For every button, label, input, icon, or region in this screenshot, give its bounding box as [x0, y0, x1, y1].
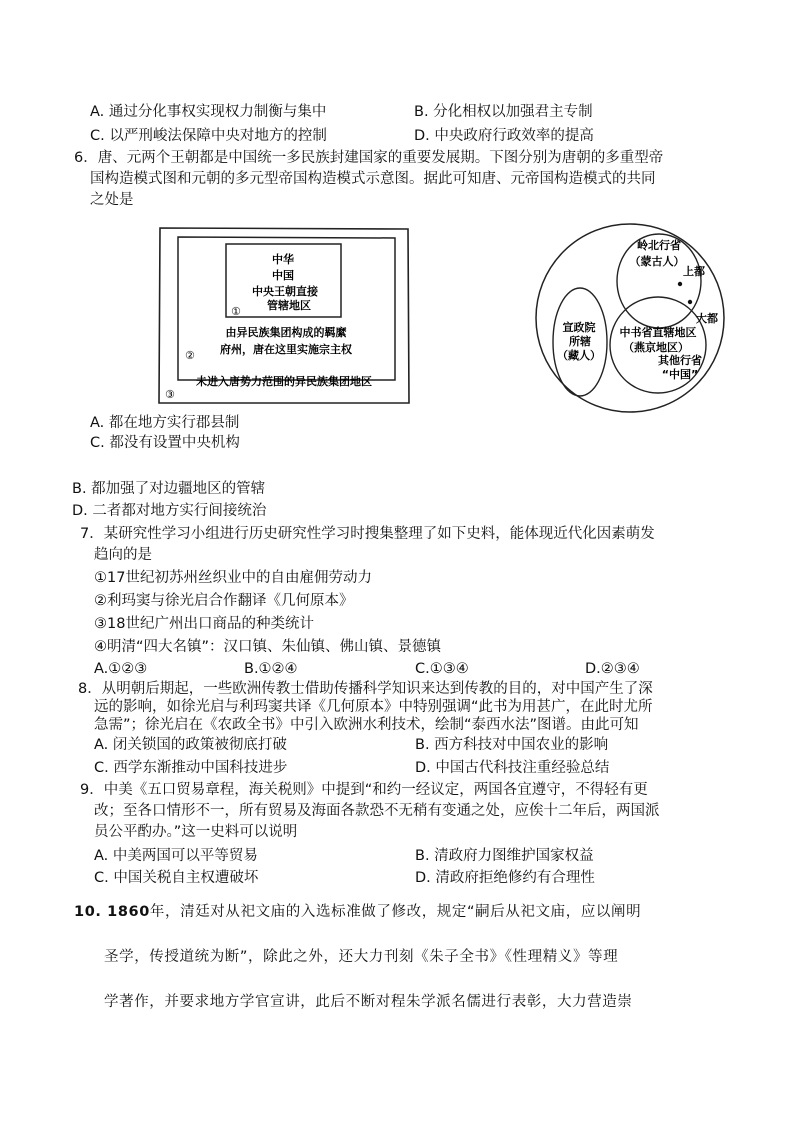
q10-stem-line2: 圣学，传授道统为断”，除此之外，还大力刊刻《朱子全书》《性理精义》等理 — [104, 949, 619, 965]
q10-stem-line3: 学著作，并要求地方学官宣讲，此后不断对程朱学派名儒进行表彰，大力营造崇 — [104, 994, 633, 1010]
q10-number: 10. 1860 — [74, 904, 150, 920]
q5-option-b: B. 分化相权以加强君主专制 — [414, 104, 593, 120]
q5-option-c: C. 以严刑峻法保障中央对地方的控制 — [90, 128, 327, 144]
yuan-other-line1: 其他行省 — [658, 354, 702, 367]
q7-option-a: A.①②③ — [94, 661, 148, 677]
q8-option-c: C. 西学东渐推动中国科技进步 — [94, 760, 288, 776]
q7-option-d: D.②③④ — [585, 661, 640, 677]
tang-inner-line4: 管辖地区 — [267, 299, 311, 312]
tang-outer-label: 未进入唐势力范围的异民族集团地区 — [196, 375, 372, 388]
q6-option-a: A. 都在地方实行郡县制 — [90, 415, 240, 431]
q8-stem-line1: 8．从明朝后期起，一些欧洲传教士借助传播科学知识来达到传教的目的，对中国产生了深 — [78, 681, 653, 697]
q10-line1-text: 年，清廷对从祀文庙的入选标准做了修改，规定“嗣后从祀文庙，应以阐明 — [149, 904, 642, 920]
q7-stem-line1: 7．某研究性学习小组进行历史研究性学习时搜集整理了如下史料，能体现近代化因素萌发 — [80, 526, 655, 542]
q9-stem-line3: 员公平酌办。”这一史料可以说明 — [94, 824, 298, 840]
q8-stem-line2: 远的影响，如徐光启与利玛窦共译《几何原本》中特别强调“此书为用甚广，在此时尤所 — [94, 699, 653, 715]
yuan-xuanzheng-line1: 宣政院 — [562, 321, 596, 334]
q8-option-b: B. 西方科技对中国农业的影响 — [415, 737, 609, 753]
yuan-xuanzheng-line2: 所辖 — [569, 335, 591, 348]
q8-stem-line3: 急需”；徐光启在《农政全书》中引入欧洲水利技术，绘制“泰西水法”图谱。由此可知 — [94, 717, 639, 733]
yuan-empire-diagram — [530, 220, 730, 416]
q7-option-c: C.①③④ — [415, 661, 469, 677]
q9-option-a: A. 中美两国可以平等贸易 — [94, 848, 258, 864]
tang-inner-line3: 中央王朝直接 — [252, 285, 318, 298]
q7-item-2: ②利玛窦与徐光启合作翻译《几何原本》 — [94, 593, 354, 609]
tang-inner-line2: 中国 — [272, 269, 294, 282]
yuan-other-line2: “中国” — [661, 368, 699, 381]
q7-option-b: B.①②④ — [244, 661, 298, 677]
q7-item-1: ①17世纪初苏州丝织业中的自由雇佣劳动力 — [94, 570, 372, 586]
q5-option-a: A. 通过分化事权实现权力制衡与集中 — [90, 104, 327, 120]
tang-zone-3-number: ③ — [165, 388, 175, 401]
q9-option-d: D. 清政府拒绝修约有合理性 — [415, 870, 595, 886]
q6-option-b: B. 都加强了对边疆地区的管辖 — [72, 481, 266, 497]
q8-option-d: D. 中国古代科技注重经验总结 — [415, 760, 610, 776]
tang-inner-line1: 中华 — [272, 253, 294, 266]
q6-stem-line3: 之处是 — [90, 192, 134, 208]
q7-item-4: ④明清“四大名镇”：汉口镇、朱仙镇、佛山镇、景德镇 — [94, 639, 442, 655]
q10-stem-line1 — [74, 900, 641, 921]
tang-zone-2-number: ② — [185, 349, 195, 362]
q8-option-a: A. 闭关锁国的政策被彻底打破 — [94, 737, 287, 753]
tang-middle-line2: 府州，唐在这里实施宗主权 — [220, 343, 352, 356]
q6-option-d: D. 二者都对地方实行间接统治 — [72, 503, 267, 519]
q7-stem-line2: 趋向的是 — [94, 547, 152, 563]
yuan-lingbei-line2: （蒙古人） — [629, 255, 685, 268]
q6-stem-line1: 6．唐、元两个王朝都是中国统一多民族封建国家的重要发展期。下图分别为唐朝的多重型帝 — [74, 150, 664, 166]
yuan-lingbei-line1: 岭北行省 — [637, 239, 681, 252]
q9-option-b: B. 清政府力图维护国家权益 — [415, 848, 594, 864]
yuan-zhongshu-line1: 中书省直辖地区 — [619, 326, 697, 339]
q9-option-c: C. 中国关税自主权遭破坏 — [94, 870, 259, 886]
yuan-xuanzheng-line3: （藏人） — [557, 349, 601, 362]
q9-stem-line1: 9．中美《五口贸易章程，海关税则》中提到“和约一经议定，两国各宜遵守，不得轻有更 — [80, 782, 648, 798]
yuan-shangdu-label: 上都 — [683, 265, 705, 278]
tang-middle-line1: 由异民族集团构成的羁縻 — [225, 326, 347, 339]
yuan-dadu-label: 大都 — [696, 312, 718, 325]
q6-option-c: C. 都没有设置中央机构 — [90, 435, 240, 451]
q5-option-d: D. 中央政府行政效率的提高 — [414, 128, 594, 144]
yuan-zhongshu-line2: （燕京地区） — [623, 341, 689, 354]
q7-item-3: ③18世纪广州出口商品的种类统计 — [94, 616, 314, 632]
q9-stem-line2: 改；至各口情形不一，所有贸易及海面各款恐不无稍有变通之处，应俟十二年后，两国派 — [94, 803, 660, 819]
tang-empire-diagram — [155, 225, 413, 407]
q6-stem-line2: 国构造模式图和元朝的多元型帝国构造模式示意图。据此可知唐、元帝国构造模式的共同 — [90, 171, 656, 187]
tang-zone-1-number: ① — [231, 305, 241, 318]
